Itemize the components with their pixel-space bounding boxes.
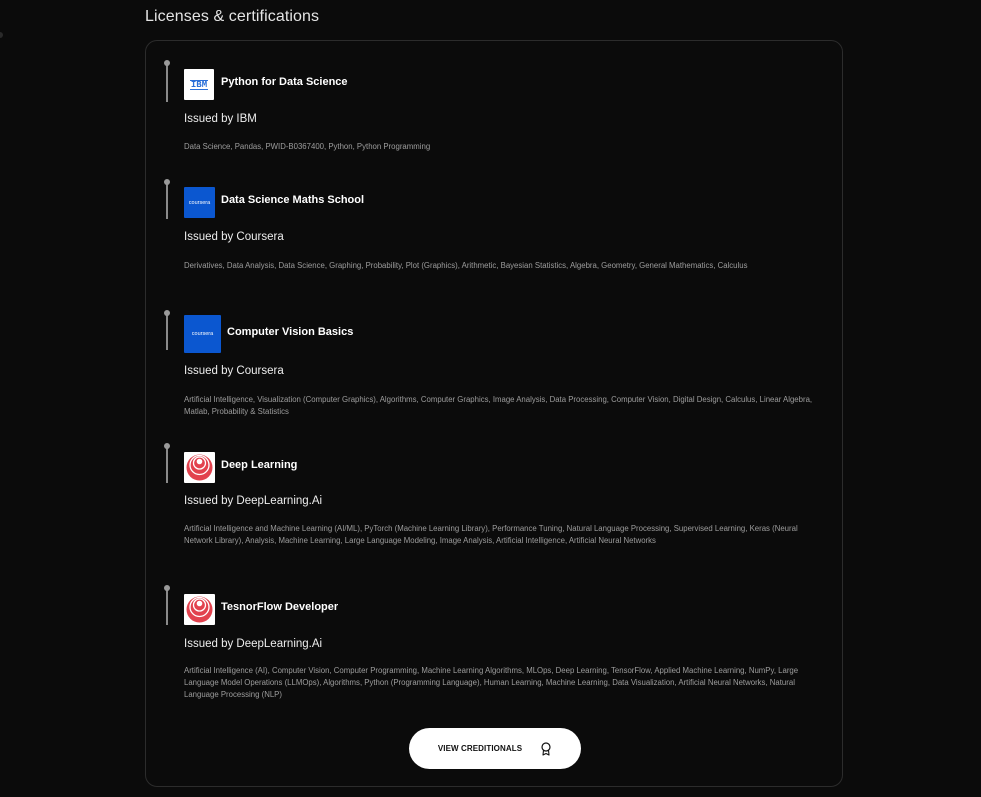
coursera-logo-text: coursera [191, 331, 214, 337]
timeline-marker [166, 587, 168, 625]
page-edge-dot [0, 32, 3, 38]
certification-issuer: Issued by DeepLearning.Ai [184, 638, 323, 650]
award-icon [540, 742, 552, 756]
certification-skills: Artificial Intelligence, Visualization (Computer Graphics), Algorithms, Computer Graphics, Image Analysis, Data Processing, Computer Vision, Digital Design, Calculus, Linear Algebra, Matlab, Probability & Statistics [184, 395, 813, 416]
timeline-marker [166, 445, 168, 483]
certification-name[interactable]: Computer Vision Basics [227, 326, 354, 338]
view-credentials-label: VIEW CREDITIONALS [437, 744, 523, 753]
coursera-logo-icon [184, 187, 215, 218]
certification-issuer: Issued by Coursera [184, 365, 284, 377]
timeline-marker [166, 62, 168, 102]
certification-skills: Data Science, Pandas, PWID-B0367400, Python, Python Programming [184, 142, 431, 151]
certification-issuer: Issued by DeepLearning.Ai [184, 495, 323, 507]
certification-name[interactable]: Data Science Maths School [221, 194, 365, 206]
section-title: Licenses & certifications [145, 8, 320, 25]
certifications-card [145, 40, 843, 787]
certification-issuer: Issued by IBM [184, 113, 257, 125]
certification-skills: Derivatives, Data Analysis, Data Science, Graphing, Probability, Plot (Graphics), Arithmetic, Bayesian Statistics, Algebra, Geometry, General Mathematics, Calculus [184, 261, 748, 270]
certification-skills: Artificial Intelligence (AI), Computer Vision, Computer Programming, Machine Learning Algorithms, MLOps, Deep Learning, TensorFlow, Applied Machine Learning, NumPy, Large Language Model Operations (LLMOps), Algorithms, Python (Programming Language), Human Learning, Machine Learning, Data Visualization, Artificial Neural Networks, Natural Language Processing (NLP) [184, 666, 799, 699]
certification-name[interactable]: Python for Data Science [221, 76, 348, 88]
view-credentials-button[interactable] [409, 728, 581, 769]
ibm-logo-icon [184, 69, 214, 100]
coursera-logo-text: coursera [188, 199, 211, 206]
coursera-logo-icon [184, 315, 221, 353]
certification-name[interactable]: Deep Learning [221, 459, 298, 471]
certification-name[interactable]: TesnorFlow Developer [221, 601, 339, 613]
deeplearning-ai-logo-icon [184, 452, 215, 483]
certification-skills: Artificial Intelligence and Machine Learning (AI/ML), PyTorch (Machine Learning Library), Performance Tuning, Natural Language Processing, Supervised Learning, Keras (Neural Network Library), Analysis, Machine Learning, Large Language Modeling, Image Analysis, Artificial Intelligence, Artificial Neural Networks [184, 524, 798, 545]
ibm-logo-text: IBM [190, 79, 208, 90]
timeline-marker [166, 312, 168, 350]
certification-issuer: Issued by Coursera [184, 231, 284, 243]
timeline-marker [166, 181, 168, 219]
deeplearning-ai-logo-icon [184, 594, 215, 625]
